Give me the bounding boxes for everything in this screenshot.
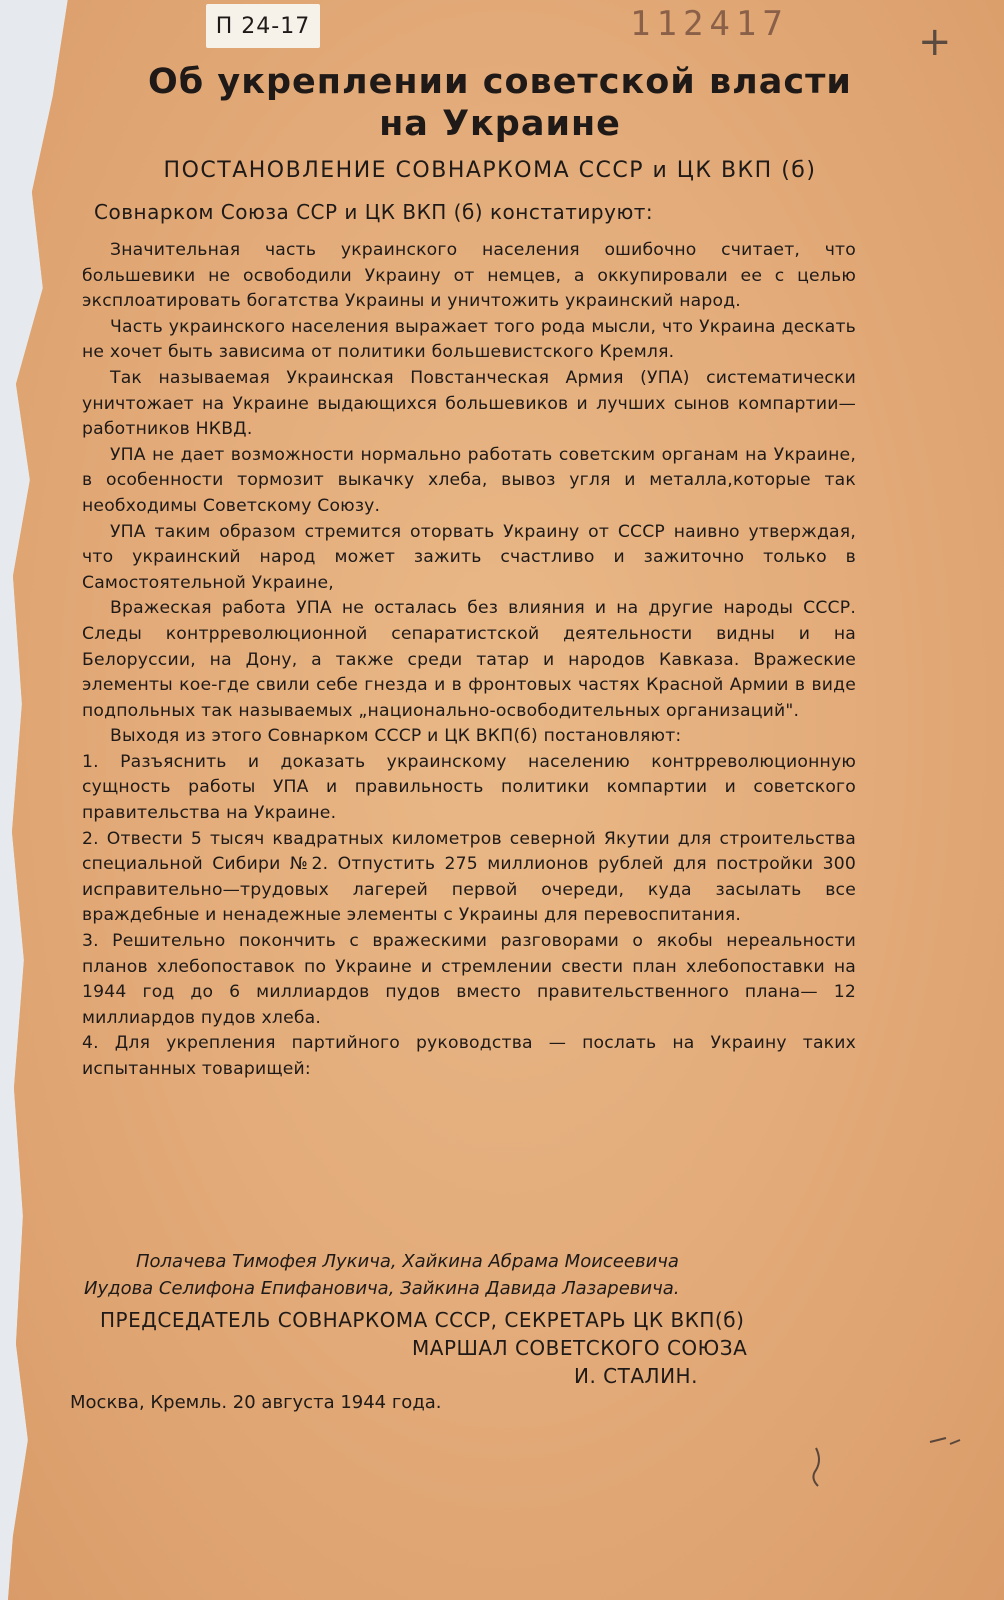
resolution-point: 3. Решительно покончить с вражескими разговорами о якобы нереальности планов хлебопоставок по Украине и стремлении свести план хлебопоставки на 1944 год до 6 миллиардов пудов вместо правительственного плана— 12 миллиардов пудов хлеба. — [82, 931, 856, 1028]
resolution-point: 1. Разъяснить и доказать украинскому населению контрреволюционную сущность работы УПА и правильность политики компартии и советского правительства на Украине. — [82, 751, 856, 824]
signature-rank: МАРШАЛ СОВЕТСКОГО СОЮЗА — [412, 1336, 748, 1360]
names-line: Иудова Селифона Епифановича, Зайкина Давида Лазаревича. — [84, 1278, 680, 1299]
resolution-intro: Выходя из этого Совнарком СССР и ЦК ВКП(б) постановляют: — [110, 726, 682, 747]
resolution-point: 2. Отвести 5 тысяч квадратных километров северной Якутии для строительства специальной Сибири №2. Отпустить 275 миллионов рублей для постройки 300 исправительно—трудовых лагерей первой очереди, куда засылать все враждебные и ненадежные элементы с Украины для перевоспитания. — [82, 828, 856, 926]
paragraph: УПА таким образом стремится оторвать Украину от СССР наивно утверждая, что украинский народ может зажить счастливо и зажиточно только в Самостоятельной Украине, — [82, 521, 856, 593]
signature-name: И. СТАЛИН. — [574, 1364, 698, 1388]
paragraph: Значительная часть украинского населения ошибочно считает, что большевики не освободили Украину от немцев, а оккупировали ее с целью эксплоатировать богатства Украины и уничтожить украинский народ. — [82, 240, 856, 312]
subtitle: ПОСТАНОВЛЕНИЕ СОВНАРКОМА СССР и ЦК ВКП (б) — [163, 158, 817, 183]
intro-line: Совнарком Союза ССР и ЦК ВКП (б) констатируют: — [94, 200, 654, 224]
corner-mark: + — [918, 19, 952, 65]
place-date: Москва, Кремль. 20 августа 1944 года. — [70, 1392, 442, 1413]
title-line-2: на Украине — [379, 104, 621, 144]
paragraph: Вражеская работа УПА не осталась без влияния и на другие народы СССР. Следы контрреволюционной сепаратистской деятельности видны и на Белоруссии, на Дону, а также среди татар и народов Кавказа. Вражеские элементы кое-где свили себе гнезда и в фронтовых частях Красной Армии в виде подпольных так называемых „национально-освободительных организаций". — [82, 598, 856, 721]
document-number: 112417 — [630, 4, 789, 44]
archive-stamp-label: П 24-17 — [206, 4, 320, 48]
title-line-1: Об укреплении советской власти — [148, 62, 852, 102]
pencil-mark — [813, 1448, 819, 1486]
signature-title: ПРЕДСЕДАТЕЛЬ СОВНАРКОМА СССР, СЕКРЕТАРЬ ЦК ВКП(б) — [100, 1308, 745, 1332]
resolution-point: 4. Для укрепления партийного руководства — послать на Украину таких испытанных товарищей: — [82, 1033, 856, 1079]
paragraph: УПА не дает возможности нормально работать советским органам на Украине, в особенности тормозит выкачку хлеба, вывоз угля и металла,которые так необходимы Советскому Союзу. — [82, 444, 856, 516]
names-line: Полачева Тимофея Лукича, Хайкина Абрама Моисеевича — [136, 1251, 679, 1272]
paragraph: Часть украинского населения выражает того рода мысли, что Украина дескать не хочет быть зависима от политики большевистского Кремля. — [82, 316, 856, 363]
paragraph: Так называемая Украинская Повстанческая Армия (УПА) систематически уничтожает на Украине выдающихся большевиков и лучших сынов компартии—работников НКВД. — [82, 367, 856, 440]
pencil-mark — [930, 1438, 960, 1444]
